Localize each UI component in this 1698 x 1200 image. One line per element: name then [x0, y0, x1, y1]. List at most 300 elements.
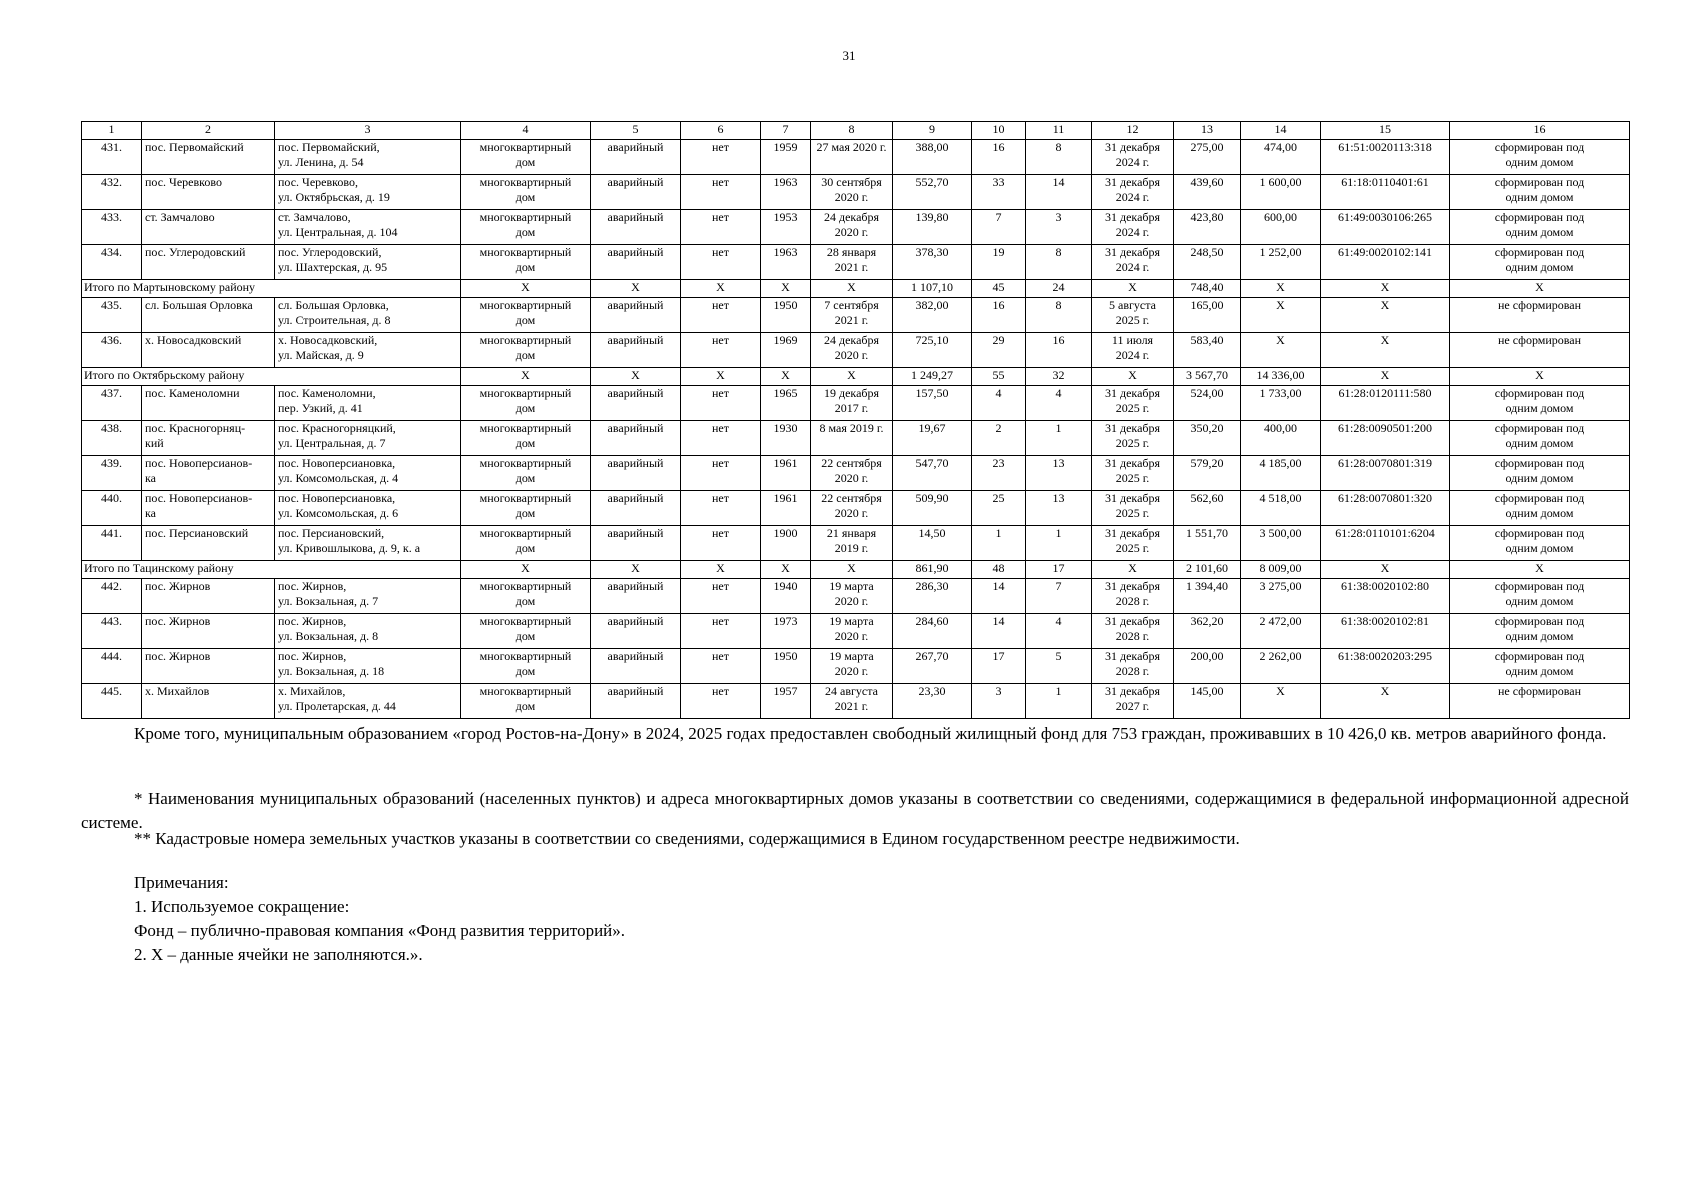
header-row: [82, 122, 1630, 140]
table-cell: многоквартирный дом: [461, 298, 591, 333]
table-cell: 579,20: [1174, 456, 1241, 491]
table-cell: 19 марта 2020 г.: [811, 649, 893, 684]
table-cell: пос. Новоперсиановка, ул. Комсомольская, д. 6: [275, 491, 461, 526]
total-cell: X: [461, 280, 591, 298]
note-item: Фонд – публично-правовая компания «Фонд развития территорий».: [134, 921, 626, 940]
table-cell: сл. Большая Орловка, ул. Строительная, д. 8: [275, 298, 461, 333]
table-cell: 4: [1026, 386, 1092, 421]
table-cell: 267,70: [893, 649, 972, 684]
total-cell: X: [681, 561, 761, 579]
total-cell: 55: [972, 368, 1026, 386]
table-cell: нет: [681, 456, 761, 491]
table-cell: многоквартирный дом: [461, 245, 591, 280]
note-item: 2. X – данные ячейки не заполняются.».: [134, 945, 423, 964]
table-cell: 31 декабря 2028 г.: [1092, 614, 1174, 649]
table-row: [82, 298, 1630, 333]
column-header: 5: [591, 122, 681, 140]
table-cell: X: [1241, 333, 1321, 368]
table-row: [82, 579, 1630, 614]
table-cell: нет: [681, 684, 761, 719]
table-cell: 8: [1026, 245, 1092, 280]
table-cell: 61:38:0020102:80: [1321, 579, 1450, 614]
district-total-row: [82, 561, 1630, 579]
table-cell: нет: [681, 298, 761, 333]
table-cell: пос. Персиановский, ул. Кривошлыкова, д. 9, к. а: [275, 526, 461, 561]
table-cell: 27 мая 2020 г.: [811, 140, 893, 175]
table-cell: 30 сентября 2020 г.: [811, 175, 893, 210]
table-cell: 443.: [82, 614, 142, 649]
table-cell: сформирован под одним домом: [1450, 491, 1630, 526]
table-cell: сформирован под одним домом: [1450, 140, 1630, 175]
table-cell: X: [1241, 298, 1321, 333]
table-cell: не сформирован: [1450, 333, 1630, 368]
table-cell: 19 марта 2020 г.: [811, 579, 893, 614]
table-cell: аварийный: [591, 456, 681, 491]
table-cell: сформирован под одним домом: [1450, 210, 1630, 245]
total-cell: 48: [972, 561, 1026, 579]
district-total-label: Итого по Октябрьскому району: [82, 368, 461, 386]
table-cell: 8 мая 2019 г.: [811, 421, 893, 456]
table-cell: 1 600,00: [1241, 175, 1321, 210]
total-cell: X: [591, 280, 681, 298]
table-cell: нет: [681, 421, 761, 456]
table-row: [82, 140, 1630, 175]
table-cell: 22 сентября 2020 г.: [811, 491, 893, 526]
table-cell: 437.: [82, 386, 142, 421]
table-cell: пос. Красногорняц- кий: [142, 421, 275, 456]
table-cell: нет: [681, 386, 761, 421]
total-cell: X: [1450, 561, 1630, 579]
table-cell: не сформирован: [1450, 684, 1630, 719]
table-cell: нет: [681, 333, 761, 368]
footnote-egrn: ** Кадастровые номера земельных участков указаны в соответствии со сведениями, содержащимися в Едином государственном реестре недвижимости.: [134, 829, 1240, 848]
table-cell: 1961: [761, 456, 811, 491]
total-cell: 2 101,60: [1174, 561, 1241, 579]
table-cell: 61:38:0020203:295: [1321, 649, 1450, 684]
table-cell: 431.: [82, 140, 142, 175]
table-cell: 474,00: [1241, 140, 1321, 175]
table-cell: 600,00: [1241, 210, 1321, 245]
table-cell: аварийный: [591, 140, 681, 175]
total-cell: 17: [1026, 561, 1092, 579]
table-row: [82, 649, 1630, 684]
table-cell: многоквартирный дом: [461, 175, 591, 210]
total-cell: 24: [1026, 280, 1092, 298]
table-cell: сформирован под одним домом: [1450, 421, 1630, 456]
total-cell: 1 107,10: [893, 280, 972, 298]
table-cell: 24 августа 2021 г.: [811, 684, 893, 719]
table-cell: 284,60: [893, 614, 972, 649]
table-cell: аварийный: [591, 386, 681, 421]
table-row: [82, 386, 1630, 421]
table-cell: 14: [972, 579, 1026, 614]
table-cell: 31 декабря 2024 г.: [1092, 210, 1174, 245]
table-cell: 19: [972, 245, 1026, 280]
table-row: [82, 614, 1630, 649]
table-cell: 61:28:0090501:200: [1321, 421, 1450, 456]
table-cell: 31 декабря 2024 г.: [1092, 140, 1174, 175]
table-cell: 31 декабря 2028 г.: [1092, 649, 1174, 684]
table-cell: 61:28:0110101:6204: [1321, 526, 1450, 561]
table-cell: 552,70: [893, 175, 972, 210]
table-cell: нет: [681, 526, 761, 561]
table-cell: 1963: [761, 175, 811, 210]
table-cell: 1 394,40: [1174, 579, 1241, 614]
table-cell: 200,00: [1174, 649, 1241, 684]
table-cell: 1 733,00: [1241, 386, 1321, 421]
column-header: 3: [275, 122, 461, 140]
table-cell: 31 декабря 2024 г.: [1092, 175, 1174, 210]
table-cell: 24 декабря 2020 г.: [811, 333, 893, 368]
table-cell: 23: [972, 456, 1026, 491]
table-cell: 145,00: [1174, 684, 1241, 719]
table-cell: 61:28:0070801:320: [1321, 491, 1450, 526]
table-cell: 275,00: [1174, 140, 1241, 175]
table-cell: X: [1321, 333, 1450, 368]
table-cell: многоквартирный дом: [461, 421, 591, 456]
column-header: 14: [1241, 122, 1321, 140]
column-header: 10: [972, 122, 1026, 140]
table-row: [82, 175, 1630, 210]
table-cell: 31 декабря 2028 г.: [1092, 579, 1174, 614]
table-cell: многоквартирный дом: [461, 140, 591, 175]
table-cell: пос. Черевково: [142, 175, 275, 210]
table-cell: 5 августа 2025 г.: [1092, 298, 1174, 333]
table-cell: сформирован под одним домом: [1450, 649, 1630, 684]
table-cell: 1969: [761, 333, 811, 368]
table-cell: 1 551,70: [1174, 526, 1241, 561]
table-cell: 1973: [761, 614, 811, 649]
table-cell: многоквартирный дом: [461, 614, 591, 649]
total-cell: X: [461, 561, 591, 579]
table-cell: 4: [972, 386, 1026, 421]
table-row: [82, 210, 1630, 245]
table-cell: 524,00: [1174, 386, 1241, 421]
table-cell: 139,80: [893, 210, 972, 245]
column-header: 13: [1174, 122, 1241, 140]
table-cell: 31 декабря 2024 г.: [1092, 245, 1174, 280]
table-cell: 31 декабря 2025 г.: [1092, 526, 1174, 561]
table-cell: 16: [972, 298, 1026, 333]
total-cell: X: [1092, 368, 1174, 386]
total-cell: X: [1450, 280, 1630, 298]
district-total-label: Итого по Тацинскому району: [82, 561, 461, 579]
table-cell: 19 марта 2020 г.: [811, 614, 893, 649]
notes-block: [81, 871, 1629, 967]
table-cell: пос. Первомайский, ул. Ленина, д. 54: [275, 140, 461, 175]
table-cell: 14: [972, 614, 1026, 649]
table-cell: 7 сентября 2021 г.: [811, 298, 893, 333]
table-cell: 25: [972, 491, 1026, 526]
table-cell: 1961: [761, 491, 811, 526]
table-cell: аварийный: [591, 210, 681, 245]
table-cell: 61:49:0020102:141: [1321, 245, 1450, 280]
table-cell: 14: [1026, 175, 1092, 210]
table-cell: X: [1241, 684, 1321, 719]
table-cell: пос. Красногорняцкий, ул. Центральная, д. 7: [275, 421, 461, 456]
total-cell: X: [681, 280, 761, 298]
table-row: [82, 684, 1630, 719]
table-cell: сформирован под одним домом: [1450, 614, 1630, 649]
table-cell: сформирован под одним домом: [1450, 526, 1630, 561]
table-cell: 1: [1026, 684, 1092, 719]
district-total-row: [82, 368, 1630, 386]
table-cell: 439,60: [1174, 175, 1241, 210]
table-row: [82, 456, 1630, 491]
table-cell: 583,40: [1174, 333, 1241, 368]
table-cell: пос. Каменоломни: [142, 386, 275, 421]
table-cell: 1950: [761, 649, 811, 684]
table-cell: пос. Каменоломни, пер. Узкий, д. 41: [275, 386, 461, 421]
table-cell: 61:51:0020113:318: [1321, 140, 1450, 175]
table-cell: аварийный: [591, 649, 681, 684]
table-cell: 350,20: [1174, 421, 1241, 456]
table-cell: 2: [972, 421, 1026, 456]
district-total-row: [82, 280, 1630, 298]
table-cell: 61:28:0070801:319: [1321, 456, 1450, 491]
table-cell: нет: [681, 140, 761, 175]
table-cell: 1953: [761, 210, 811, 245]
total-cell: X: [1241, 280, 1321, 298]
column-header: 9: [893, 122, 972, 140]
table-cell: 22 сентября 2020 г.: [811, 456, 893, 491]
footnote-fias: * Наименования муниципальных образований (населенных пунктов) и адреса многоквартирных домов указаны в соответствии со сведениями, содержащимися в федеральной информационной адресной системе.: [81, 789, 1629, 832]
table-cell: х. Новосадковский, ул. Майская, д. 9: [275, 333, 461, 368]
table-cell: 2 472,00: [1241, 614, 1321, 649]
table-cell: 3 275,00: [1241, 579, 1321, 614]
table-cell: нет: [681, 614, 761, 649]
table-cell: 33: [972, 175, 1026, 210]
column-header: 11: [1026, 122, 1092, 140]
column-header: 15: [1321, 122, 1450, 140]
table-cell: 4 518,00: [1241, 491, 1321, 526]
table-cell: пос. Жирнов: [142, 649, 275, 684]
table-cell: 61:28:0120111:580: [1321, 386, 1450, 421]
table-cell: 1959: [761, 140, 811, 175]
table-cell: сформирован под одним домом: [1450, 175, 1630, 210]
total-cell: X: [811, 368, 893, 386]
total-cell: 1 249,27: [893, 368, 972, 386]
district-total-label: Итого по Мартыновскому району: [82, 280, 461, 298]
table-row: [82, 245, 1630, 280]
table-cell: пос. Углеродовский: [142, 245, 275, 280]
table-cell: 17: [972, 649, 1026, 684]
table-cell: многоквартирный дом: [461, 649, 591, 684]
table-cell: 5: [1026, 649, 1092, 684]
column-header: 2: [142, 122, 275, 140]
table-cell: 28 января 2021 г.: [811, 245, 893, 280]
table-cell: 562,60: [1174, 491, 1241, 526]
table-cell: 31 декабря 2025 г.: [1092, 456, 1174, 491]
table-cell: пос. Первомайский: [142, 140, 275, 175]
table-cell: 435.: [82, 298, 142, 333]
table-cell: 4 185,00: [1241, 456, 1321, 491]
total-cell: 748,40: [1174, 280, 1241, 298]
table-cell: 14,50: [893, 526, 972, 561]
table-row: [82, 526, 1630, 561]
table-cell: 441.: [82, 526, 142, 561]
table-cell: ст. Замчалово, ул. Центральная, д. 104: [275, 210, 461, 245]
table-cell: 440.: [82, 491, 142, 526]
column-header: 16: [1450, 122, 1630, 140]
column-header: 1: [82, 122, 142, 140]
table-cell: 31 декабря 2025 г.: [1092, 421, 1174, 456]
table-cell: 248,50: [1174, 245, 1241, 280]
total-cell: X: [1092, 280, 1174, 298]
column-header: 7: [761, 122, 811, 140]
table-cell: пос. Углеродовский, ул. Шахтерская, д. 95: [275, 245, 461, 280]
table-cell: 157,50: [893, 386, 972, 421]
table-row: [82, 333, 1630, 368]
table-cell: пос. Новоперсианов- ка: [142, 456, 275, 491]
table-cell: 1963: [761, 245, 811, 280]
total-cell: X: [591, 368, 681, 386]
column-header: 12: [1092, 122, 1174, 140]
table-cell: 61:18:0110401:61: [1321, 175, 1450, 210]
table-cell: 439.: [82, 456, 142, 491]
table-cell: х. Новосадковский: [142, 333, 275, 368]
table-cell: 434.: [82, 245, 142, 280]
table-cell: 61:38:0020102:81: [1321, 614, 1450, 649]
column-header: 4: [461, 122, 591, 140]
table-cell: пос. Новоперсиановка, ул. Комсомольская, д. 4: [275, 456, 461, 491]
table-cell: аварийный: [591, 614, 681, 649]
table-cell: 547,70: [893, 456, 972, 491]
table-cell: 3 500,00: [1241, 526, 1321, 561]
table-cell: многоквартирный дом: [461, 491, 591, 526]
total-cell: X: [761, 561, 811, 579]
table-cell: 400,00: [1241, 421, 1321, 456]
table-cell: X: [1321, 684, 1450, 719]
table-cell: 444.: [82, 649, 142, 684]
table-row: [82, 491, 1630, 526]
table-cell: 1965: [761, 386, 811, 421]
table-cell: аварийный: [591, 526, 681, 561]
table-cell: 432.: [82, 175, 142, 210]
table-cell: многоквартирный дом: [461, 526, 591, 561]
table-cell: сформирован под одним домом: [1450, 579, 1630, 614]
table-cell: 378,30: [893, 245, 972, 280]
total-cell: X: [811, 280, 893, 298]
table-cell: многоквартирный дом: [461, 684, 591, 719]
table-cell: 4: [1026, 614, 1092, 649]
table-cell: х. Михайлов, ул. Пролетарская, д. 44: [275, 684, 461, 719]
total-cell: X: [1321, 280, 1450, 298]
table-cell: 1: [1026, 526, 1092, 561]
table-cell: 21 января 2019 г.: [811, 526, 893, 561]
housing-table: [81, 121, 1630, 719]
total-cell: 3 567,70: [1174, 368, 1241, 386]
table-cell: ст. Замчалово: [142, 210, 275, 245]
table-cell: 31 декабря 2027 г.: [1092, 684, 1174, 719]
table-cell: пос. Персиановский: [142, 526, 275, 561]
table-cell: не сформирован: [1450, 298, 1630, 333]
table-cell: многоквартирный дом: [461, 333, 591, 368]
total-cell: X: [761, 368, 811, 386]
table-cell: 725,10: [893, 333, 972, 368]
table-cell: нет: [681, 579, 761, 614]
table-cell: 388,00: [893, 140, 972, 175]
rostov-paragraph: Кроме того, муниципальным образованием «город Ростов-на-Дону» в 2024, 2025 годах предоставлен свободный жилищный фонд для 753 граждан, проживавших в 10 426,0 кв. метров аварийного фонда.: [134, 724, 1607, 743]
total-cell: X: [461, 368, 591, 386]
table-cell: сл. Большая Орловка: [142, 298, 275, 333]
table-cell: аварийный: [591, 421, 681, 456]
total-cell: X: [761, 280, 811, 298]
table-cell: 436.: [82, 333, 142, 368]
table-cell: 445.: [82, 684, 142, 719]
table-cell: X: [1321, 298, 1450, 333]
table-cell: 382,00: [893, 298, 972, 333]
table-cell: х. Михайлов: [142, 684, 275, 719]
total-cell: X: [591, 561, 681, 579]
table-cell: пос. Черевково, ул. Октябрьская, д. 19: [275, 175, 461, 210]
total-cell: 45: [972, 280, 1026, 298]
table-cell: 29: [972, 333, 1026, 368]
table-cell: аварийный: [591, 333, 681, 368]
table-cell: аварийный: [591, 684, 681, 719]
table-cell: аварийный: [591, 491, 681, 526]
table-cell: 13: [1026, 456, 1092, 491]
table-cell: 423,80: [1174, 210, 1241, 245]
table-cell: 1930: [761, 421, 811, 456]
table-cell: 24 декабря 2020 г.: [811, 210, 893, 245]
table-cell: многоквартирный дом: [461, 456, 591, 491]
table-cell: пос. Жирнов, ул. Вокзальная, д. 18: [275, 649, 461, 684]
column-header: 8: [811, 122, 893, 140]
table-cell: 13: [1026, 491, 1092, 526]
table-cell: 362,20: [1174, 614, 1241, 649]
total-cell: 14 336,00: [1241, 368, 1321, 386]
table-cell: 2 262,00: [1241, 649, 1321, 684]
table-cell: 1: [1026, 421, 1092, 456]
table-cell: 19 декабря 2017 г.: [811, 386, 893, 421]
table-cell: 7: [1026, 579, 1092, 614]
table-cell: 442.: [82, 579, 142, 614]
table-cell: аварийный: [591, 175, 681, 210]
table-cell: нет: [681, 649, 761, 684]
total-cell: 861,90: [893, 561, 972, 579]
table-cell: 31 декабря 2025 г.: [1092, 491, 1174, 526]
table-cell: 16: [1026, 333, 1092, 368]
table-cell: 3: [972, 684, 1026, 719]
total-cell: 32: [1026, 368, 1092, 386]
total-cell: X: [811, 561, 893, 579]
table-cell: многоквартирный дом: [461, 386, 591, 421]
table-cell: пос. Жирнов, ул. Вокзальная, д. 8: [275, 614, 461, 649]
table-cell: аварийный: [591, 298, 681, 333]
table-cell: 23,30: [893, 684, 972, 719]
table-cell: многоквартирный дом: [461, 210, 591, 245]
table-cell: 286,30: [893, 579, 972, 614]
table-cell: сформирован под одним домом: [1450, 245, 1630, 280]
table-cell: 61:49:0030106:265: [1321, 210, 1450, 245]
table-cell: 1957: [761, 684, 811, 719]
total-cell: X: [681, 368, 761, 386]
table-cell: аварийный: [591, 579, 681, 614]
total-cell: X: [1321, 368, 1450, 386]
table-cell: аварийный: [591, 245, 681, 280]
table-cell: 8: [1026, 140, 1092, 175]
table-cell: 1 252,00: [1241, 245, 1321, 280]
table-cell: сформирован под одним домом: [1450, 456, 1630, 491]
table-cell: пос. Жирнов, ул. Вокзальная, д. 7: [275, 579, 461, 614]
table-cell: нет: [681, 491, 761, 526]
table-cell: сформирован под одним домом: [1450, 386, 1630, 421]
table-cell: пос. Жирнов: [142, 614, 275, 649]
table-cell: 16: [972, 140, 1026, 175]
table-cell: нет: [681, 210, 761, 245]
total-cell: 8 009,00: [1241, 561, 1321, 579]
